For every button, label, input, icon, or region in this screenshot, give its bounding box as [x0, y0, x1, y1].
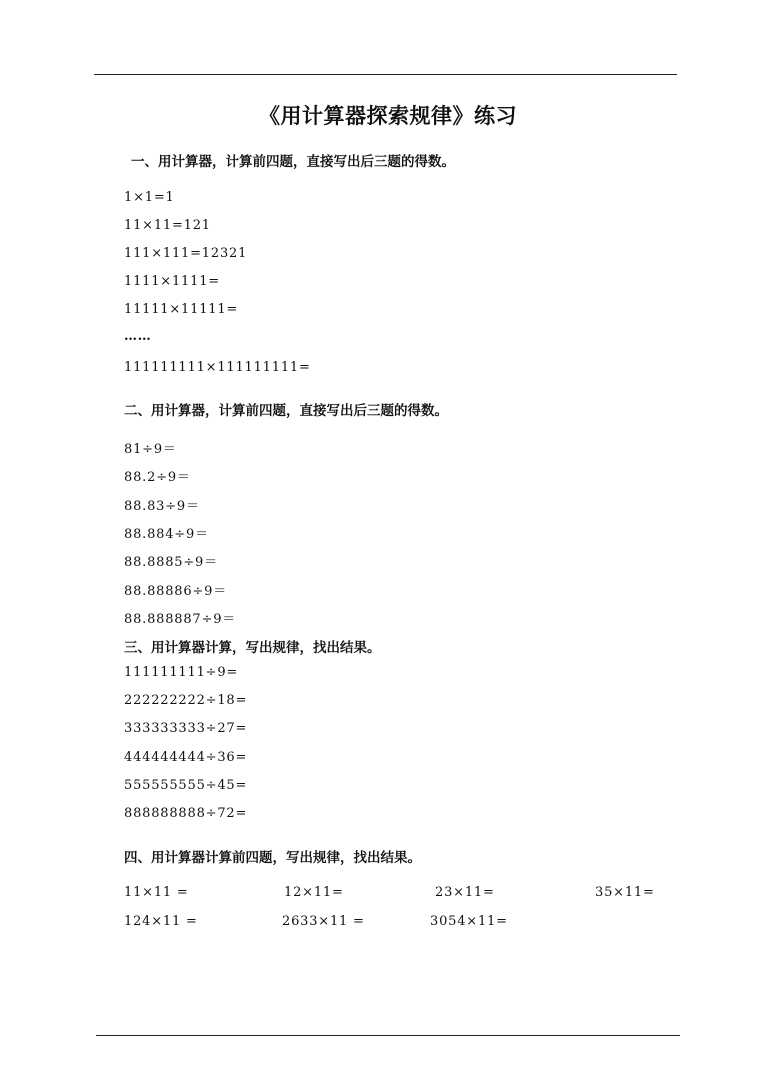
section-2-line: 81÷9＝ — [124, 442, 177, 457]
section-4-heading: 四、用计算器计算前四题，写出规律，找出结果。 — [124, 850, 421, 866]
section-3-heading: 三、用计算器计算，写出规律，找出结果。 — [124, 640, 381, 656]
section-4-problem: 11×11 = — [124, 885, 189, 900]
section-2-line: 88.888887÷9＝ — [124, 612, 237, 627]
section-4-problem: 23×11= — [435, 885, 495, 900]
section-2-line: 88.83÷9＝ — [124, 499, 200, 514]
section-4-problem: 124×11 = — [124, 914, 198, 929]
section-1-heading: 一、用计算器，计算前四题，直接写出后三题的得数。 — [131, 154, 455, 170]
section-1-line: 1×1=1 — [124, 190, 175, 205]
section-2-line: 88.88886÷9＝ — [124, 584, 227, 599]
section-2-line: 88.2÷9＝ — [124, 470, 191, 485]
section-4-problem: 12×11= — [284, 885, 344, 900]
section-2-line: 88.8885÷9＝ — [124, 555, 218, 570]
section-3-line: 888888888÷72= — [124, 806, 248, 821]
section-4-problem: 3054×11= — [430, 914, 508, 929]
section-3-line: 222222222÷18= — [124, 693, 248, 708]
section-1-line: 11111×11111= — [124, 302, 239, 317]
section-2-heading: 二、用计算器，计算前四题，直接写出后三题的得数。 — [124, 403, 448, 419]
section-3-line: 111111111÷9= — [124, 665, 239, 680]
section-1-line: 11×11=121 — [124, 218, 211, 233]
page-title: 《用计算器探索规律》练习 — [259, 104, 517, 128]
section-1-line: 111×111=12321 — [124, 246, 248, 261]
section-2-line: 88.884÷9＝ — [124, 527, 209, 542]
section-1-line: 111111111×111111111= — [124, 360, 311, 375]
section-3-line: 333333333÷27= — [124, 721, 248, 736]
section-1-line: 1111×1111= — [124, 274, 220, 289]
section-4-problem: 35×11= — [595, 885, 655, 900]
section-4-problem: 2633×11 = — [282, 914, 365, 929]
header-rule — [94, 74, 677, 75]
footer-rule — [96, 1035, 680, 1036]
section-3-line: 444444444÷36= — [124, 750, 248, 765]
section-1-ellipsis: …… — [124, 329, 152, 344]
section-3-line: 555555555÷45= — [124, 778, 248, 793]
